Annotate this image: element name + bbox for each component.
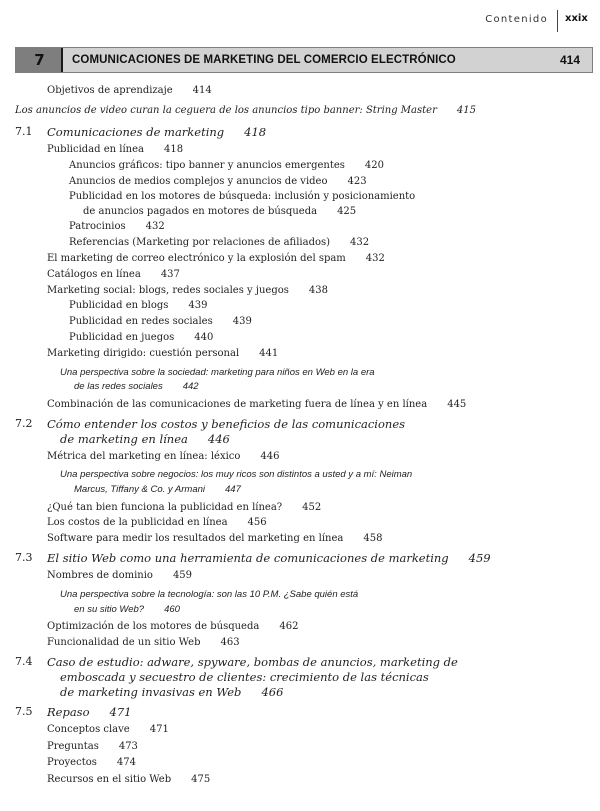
toc-entry-software: Software para medir los resultados del marketing en línea 458 [47, 533, 383, 544]
section-7-2-line1: 7.2 Cómo entender los costos y beneficios de las comunicaciones [15, 417, 406, 431]
section-7-3: 7.3 El sitio Web como una herramienta de comunicaciones de marketing 459 [15, 551, 491, 565]
section-7-5: 7.5 Repaso 471 [15, 705, 132, 719]
chapter-title: COMUNICACIONES DE MARKETING DEL COMERCIO ELECTRÓNICO [72, 54, 456, 66]
section-7-4-line3: de marketing invasivas en Web 466 [60, 685, 284, 699]
section-7-4-line1: 7.4 Caso de estudio: adware, spyware, bombas de anuncios, marketing de [15, 655, 458, 669]
toc-entry-combinacion: Combinación de las comunicaciones de marketing fuera de línea y en línea 445 [47, 399, 467, 410]
toc-entry-social: Marketing social: blogs, redes sociales y juegos 438 [47, 285, 328, 296]
perspective-negocios-line2: Marcus, Tiffany & Co. y Armani 447 [74, 484, 241, 495]
perspective-tecnologia-line1: Una perspectiva sobre la tecnología: son las 10 P.M. ¿Sabe quién está [60, 589, 359, 600]
chapter-page: 414 [560, 53, 581, 67]
toc-entry-costos: Los costos de la publicidad en línea 456 [47, 517, 267, 528]
toc-entry-medios: Anuncios de medios complejos y anuncios de video 423 [69, 176, 367, 187]
perspective-sociedad-line1: Una perspectiva sobre la sociedad: marketing para niños en Web en la era [60, 367, 375, 378]
toc-entry-motores-line1: Publicidad en los motores de búsqueda: inclusión y posicionamiento [69, 191, 416, 202]
perspective-tecnologia-line2: en su sitio Web? 460 [74, 604, 180, 615]
running-header-page: xxix [565, 13, 588, 24]
toc-entry-publicidad: Publicidad en línea 418 [47, 144, 184, 155]
toc-entry-optimizacion: Optimización de los motores de búsqueda 462 [47, 621, 299, 632]
toc-entry-funcionalidad: Funcionalidad de un sitio Web 463 [47, 637, 240, 648]
toc-entry-metrica: Métrica del marketing en línea: léxico 446 [47, 451, 280, 462]
toc-entry-funciona: ¿Qué tan bien funciona la publicidad en línea? 452 [47, 502, 322, 513]
toc-entry-redes: Publicidad en redes sociales 439 [69, 316, 252, 327]
toc-entry-juegos: Publicidad en juegos 440 [69, 332, 214, 343]
toc-entry-proyectos: Proyectos 474 [47, 757, 136, 768]
perspective-sociedad-line2: de las redes sociales 442 [74, 381, 199, 392]
running-header-label: Contenido [485, 14, 548, 25]
toc-entry-graficos: Anuncios gráficos: tipo banner y anuncios emergentes 420 [69, 160, 384, 171]
perspective-negocios-line1: Una perspectiva sobre negocios: los muy ricos son distintos a usted y a mí: Neiman [60, 469, 413, 480]
toc-entry-correo: El marketing de correo electrónico y la explosión del spam 432 [47, 253, 385, 264]
toc-entry-patrocinios: Patrocinios 432 [69, 221, 165, 232]
toc-entry-conceptos: Conceptos clave 471 [47, 724, 169, 735]
toc-entry-preguntas: Preguntas 473 [47, 741, 138, 752]
toc-entry-objetivos: Objetivos de aprendizaje 414 [47, 85, 212, 96]
toc-entry-recursos: Recursos en el sitio Web 475 [47, 774, 211, 785]
toc-entry-blogs: Publicidad en blogs 439 [69, 300, 208, 311]
toc-entry-dominio: Nombres de dominio 459 [47, 570, 193, 581]
toc-entry-referencias: Referencias (Marketing por relaciones de afiliados) 432 [69, 237, 370, 248]
chapter-number: 7 [34, 51, 45, 69]
toc-entry-motores-line2: de anuncios pagados en motores de búsqueda 425 [83, 206, 357, 217]
toc-entry-catalogos: Catálogos en línea 437 [47, 269, 180, 280]
header-divider [557, 10, 558, 32]
section-7-2-line2: de marketing en línea 446 [60, 432, 230, 446]
toc-entry-video: Los anuncios de video curan la ceguera de los anuncios tipo banner: String Master 415 [15, 105, 476, 116]
section-7-4-line2: emboscada y secuestro de clientes: crecimiento de las técnicas [60, 670, 429, 684]
section-7-1: 7.1 Comunicaciones de marketing 418 [15, 125, 267, 139]
toc-entry-dirigido: Marketing dirigido: cuestión personal 441 [47, 348, 279, 359]
